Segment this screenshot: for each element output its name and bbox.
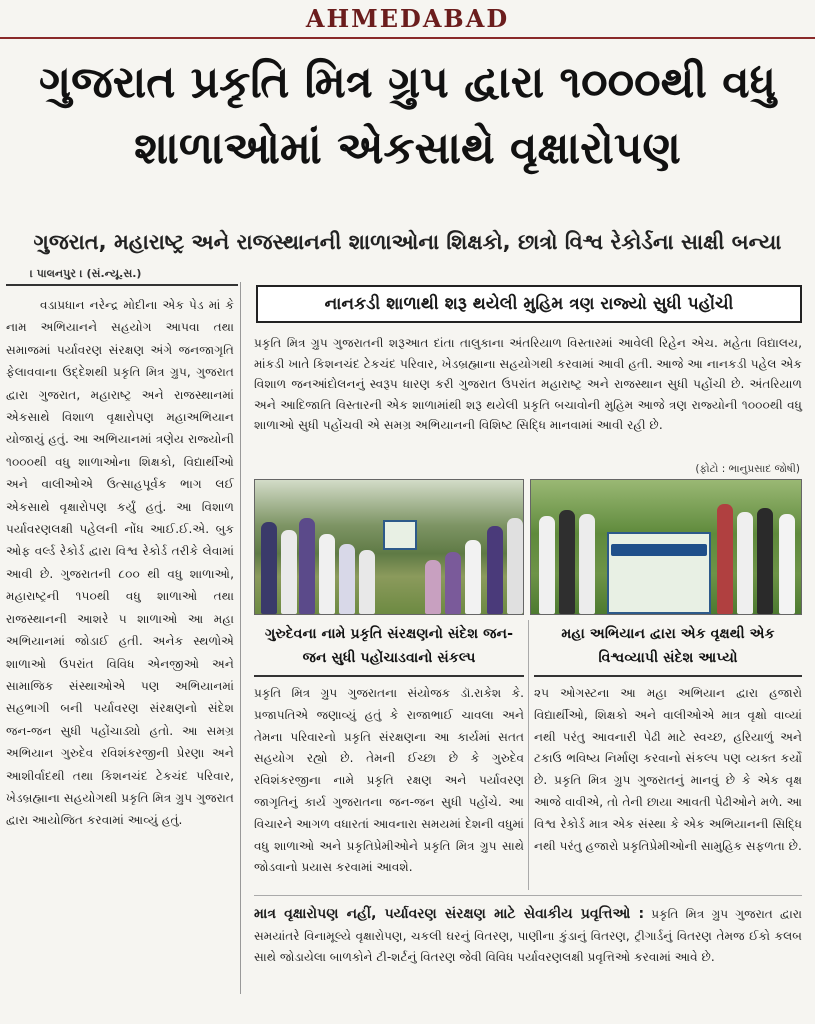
box-text: પ્રકૃતિ મિત્ર ગ્રુપ ગુજરાતની શરૂઆત દાંતા તાલુકાના અંતરિયાળ વિસ્તારમાં આવેલી રિહેન એચ. મહેતા વિદ્યાલય, માંકડી ખાતે કિશનચંદ ટેકચંદ પરિવાર, ખેડબ્રહ્માના સહયોગથી કરવામાં આવી હતી. આજે આ નાનકડી પહેલ એક વિશાળ જનઆંદોલનનું સ્વરૂપ ધારણ કરી ગુજરાત ઉપરાંત મહારાષ્ટ્ર અને રાજસ્થાન સુધી પહોંચી છે. અંતરિયાળ અને આદિજાતિ વિસ્તારની એક શાળામાંથી શરૂ થયેલી પ્રકૃતિ બચાવોની મુહિમ આજે ત્રણ રાજ્યોની ૧૦૦૦થી વધુ શાળાઓ સુધી પહોંચવી એ સમગ્ર અભિયાનની વિશિષ્ટ સિદ્ધિ માનવામાં આવી રહી છે.: [254, 336, 802, 432]
column-divider: [528, 620, 529, 890]
photo-students-planting: [254, 479, 524, 615]
bottom-lead: માત્ર વૃક્ષારોપણ નહીં, પર્યાવરણ સંરક્ષણ માટે સેવાકીય પ્રવૃત્તિઓ :: [254, 906, 645, 922]
section-heading-gurudev: ગુરુદેવના નામે પ્રકૃતિ સંરક્ષણનો સંદેશ જન-જન સુધી પહોંચાડવાનો સંકલ્પ: [264, 626, 514, 666]
bottom-paragraph: [254, 904, 802, 969]
section-rule: [534, 675, 802, 677]
headline: ગુજરાત પ્રકૃતિ મિત્ર ગ્રુપ દ્વારા ૧૦૦૦થી વધુ શાળાઓમાં એકસાથે વૃક્ષારોપણ: [38, 57, 777, 174]
bottom-text: પ્રકૃતિ મિત્ર ગ્રુપ ગુજરાત દ્વારા સમયાંતરે વિનામૂલ્યે વૃક્ષારોપણ, ચકલી ઘરનું વિતરણ, પાણીના કુંડાનું વિતરણ, ટ્રીગાર્ડનું વિતરણ તેમજ ઈકો કલબ સાથે જોડાયેલા બાળકોને ટી-શર્ટનું વિતરણ જેવી વિવિધ પર્યાવરણલક્ષી પ્રવૃત્તિઓ કરવામાં આવે છે.: [254, 907, 802, 964]
photo-credit: (ફોટો : ભાનુપ્રસાદ જોષી): [695, 463, 800, 475]
photo-students-with-banner: [530, 479, 802, 615]
box-heading: નાનકડી શાળાથી શરૂ થયેલી મુહિમ ત્રણ રાજ્યો સુધી પહોંચી: [256, 285, 802, 323]
section-rule: [254, 675, 524, 677]
dateline: । પાલનપુર । (સં.ન્યૂ.સ.): [30, 267, 142, 280]
dateline-rule: [6, 284, 238, 286]
city-edition-label: AHMEDABAD: [305, 4, 510, 33]
section-heading-global-message: મહા અભિયાન દ્વારા એક વૃક્ષથી એક વિશ્વવ્યાપી સંદેશ આપ્યો: [561, 626, 775, 666]
masthead-rule: [0, 37, 815, 39]
section-text-global-message: ૨૫ ઓગસ્ટના આ મહા અભિયાન દ્વારા હજારો વિદ્યાર્થીઓ, શિક્ષકો અને વાલીઓએ માત્ર વૃક્ષો વાવ્યાં નથી પરંતુ આવનારી પેઢી માટે સ્વચ્છ, હરિયાળું અને ટકાઉ ભવિષ્ય નિર્માણ કરવાનો સંકલ્પ પણ વ્યક્ત કર્યો છે. પ્રકૃતિ મિત્ર ગ્રુપ ગુજરાતનું માનવું છે કે એક વૃક્ષ આજે વાવીએ, તો તેની છાયા આવતી પેઢીઓને મળે. આ વિશ્વ રેકોર્ડ માત્ર એક સંસ્થા કે એક અભિયાનની સિદ્ધિ નથી પરંતુ હજારો પ્રકૃતિપ્રેમીઓની સામુહિક સફળતા છે.: [534, 686, 802, 853]
left-column-text: વડાપ્રધાન નરેન્દ્ર મોદીના એક પેડ માં કે નામ અભિયાનને સહયોગ આપવા તથા સમાજમાં પર્યાવરણ સંરક્ષણ અંગે જનજાગૃતિ ફેલાવવાના ઉદ્દેશથી પ્રકૃતિ મિત્ર ગ્રુપ, ગુજરાત દ્વારા ગુજરાત, મહારાષ્ટ્ર અને રાજસ્થાનમાં એકસાથે વિશાળ વૃક્ષારોપણ મહાઅભિયાન યોજાયું હતું. આ અભિયાનમાં ત્રણેય રાજ્યોની ૧૦૦૦થી વધુ શાળાઓના શિક્ષકો, વિદ્યાર્થીઓ અને વાલીઓએ ઉત્સાહપૂર્વક ભાગ લઈ એકસાથે વૃક્ષારોપણ કર્યું હતું. આ વિશાળ પર્યાવરણલક્ષી પહેલની નોંધ આઈ.ઈ.એ. બુક ઓફ વર્લ્ડ રેકોર્ડ દ્વારા વિશ્વ રેકોર્ડ તરીકે લેવામાં આવી છે. ગુજરાતની ૮૦૦ થી વધુ શાળાઓ, મહારાષ્ટ્રની ૧૫૦થી વધુ શાળાઓ તથા રાજસ્થાનની આશરે ૫ શાળાઓ આ મહા અભિયાનમાં જોડાઈ હતી. અનેક સ્થળોએ શાળાઓ ઉપરાંત વિવિધ એનજીઓ અને સામાજિક સંસ્થાઓએ પણ અભિયાનમાં સહભાગી બની પર્યાવરણ સંરક્ષણનો સંદેશ જન-જન સુધી પહોંચાડ્યો હતો. આ સમગ્ર અભિયાન ગુરુદેવ રવિશંકરજીની પ્રેરણા અને આશીર્વાદથી તથા કિશનચંદ ટેકચંદ પરિવાર, ખેડબ્રહ્માના સહયોગથી પ્રકૃતિ મિત્ર ગ્રુપ ગુજરાત દ્વારા આયોજિત કરવામાં આવ્યું હતું.: [6, 298, 234, 828]
column-divider: [240, 282, 241, 994]
bottom-rule: [254, 895, 802, 896]
subheadline: ગુજરાત, મહારાષ્ટ્ર અને રાજસ્થાનની શાળાઓના શિક્ષકો, છાત્રો વિશ્વ રેકોર્ડના સાક્ષી બન્યા: [33, 230, 782, 254]
section-text-gurudev: પ્રકૃતિ મિત્ર ગ્રુપ ગુજરાતના સંયોજક ડૉ.રાકેશ કે. પ્રજાપતિએ જણાવ્યું હતું કે રાજાભાઈ ચાવલા અને તેમના પરિવારનો પ્રકૃતિ સંરક્ષણના આ કાર્યમાં સતત સહયોગ રહ્યો છે. તેમની ઈચ્છા છે કે ગુરુદેવ રવિશંકરજીના નામે પ્રકૃતિ રક્ષણ અને પર્યાવરણ જાગૃતિનું કાર્ય ગુજરાતના જન-જન સુધી પહોંચે. આ વિચારને આગળ વધારતાં આવનારા સમયમાં દેશની વધુમાં વધુ શાળાઓ અને પ્રકૃતિપ્રેમીઓને પ્રકૃતિ મિત્ર ગ્રુપ સાથે જોડવાનો પ્રયાસ કરવામાં આવશે.: [254, 686, 524, 875]
